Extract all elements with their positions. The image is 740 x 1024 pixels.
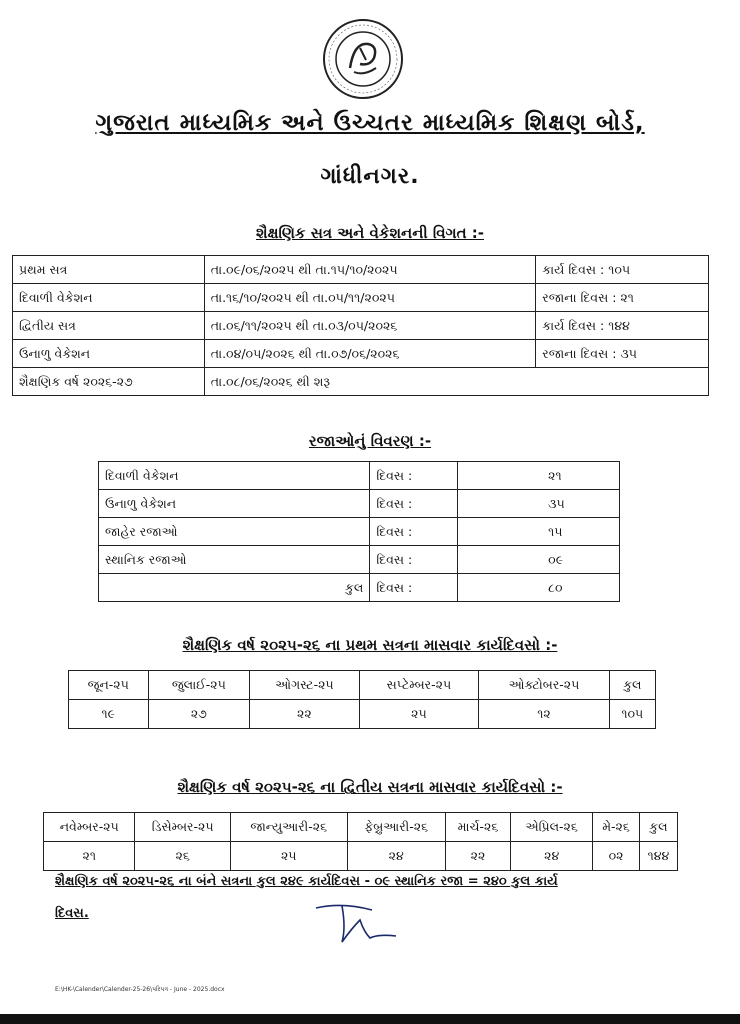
holiday-row <box>99 518 620 546</box>
holiday-unit: દિવસ : <box>370 518 458 546</box>
session-table <box>12 255 709 396</box>
second-term-months-row <box>44 813 678 842</box>
session-label: ઉનાળુ વેકેશન <box>13 340 205 368</box>
holiday-total-unit: દિવસ : <box>370 574 458 602</box>
month-header: સપ્ટેમ્બર-૨૫ <box>359 671 479 700</box>
session-days: કાર્ય દિવસ : ૧૦૫ <box>536 256 709 284</box>
month-header: મે-૨૬ <box>593 813 640 842</box>
holiday-row <box>99 462 620 490</box>
second-term-heading: શૈક્ષણિક વર્ષ ૨૦૨૫-૨૬ ના દ્વિતીય સત્રના માસવાર કાર્યદિવસો :- <box>177 778 563 796</box>
month-days: ૦૨ <box>593 842 640 871</box>
holiday-label: જાહેર રજાઓ <box>99 518 370 546</box>
holiday-label: દિવાળી વેકેશન <box>99 462 370 490</box>
session-label: દ્વિતીય સત્ર <box>13 312 205 340</box>
month-days: ૧૦૫ <box>609 700 655 729</box>
file-path: E:\HK-\Calender\Calender-25-26\પરિપત્ર - June - 2025.docx <box>55 986 225 993</box>
session-label: શૈક્ષણિક વર્ષ ૨૦૨૬-૨૭ <box>13 368 205 396</box>
session-dates: તા.૦૮/૦૬/૨૦૨૬ થી શરૂ <box>204 368 708 396</box>
holiday-label: સ્થાનિક રજાઓ <box>99 546 370 574</box>
month-header: જાન્યુઆરી-૨૬ <box>230 813 347 842</box>
holiday-value: ૦૯ <box>458 546 620 574</box>
holiday-unit: દિવસ : <box>370 490 458 518</box>
first-term-days-row <box>69 700 656 729</box>
second-term-table <box>43 812 678 871</box>
holiday-heading: રજાઓનું વિવરણ :- <box>308 432 432 450</box>
month-days: ૧૪૪ <box>639 842 677 871</box>
session-dates: તા.૦૯/૦૬/૨૦૨૫ થી તા.૧૫/૧૦/૨૦૨૫ <box>204 256 536 284</box>
holiday-unit: દિવસ : <box>370 462 458 490</box>
session-row <box>13 340 709 368</box>
holiday-label: ઉનાળુ વેકેશન <box>99 490 370 518</box>
holiday-row <box>99 546 620 574</box>
month-header: ઓક્ટોબર-૨૫ <box>479 671 609 700</box>
page-subtitle: ગાંધીનગર. <box>320 164 420 189</box>
month-days: ૧૯ <box>69 700 149 729</box>
month-days: ૨૨ <box>250 700 359 729</box>
holiday-unit: દિવસ : <box>370 546 458 574</box>
session-dates: તા.૦૪/૦૫/૨૦૨૬ થી તા.૦૭/૦૬/૨૦૨૬ <box>204 340 536 368</box>
month-header: ફેબ્રુઆરી-૨૬ <box>347 813 445 842</box>
session-label: દિવાળી વેકેશન <box>13 284 205 312</box>
month-header: જૂન-૨૫ <box>69 671 149 700</box>
first-term-months-row <box>69 671 656 700</box>
session-row <box>13 368 709 396</box>
month-header: માર્ચ-૨૬ <box>445 813 510 842</box>
session-dates: તા.૧૬/૧૦/૨૦૨૫ થી તા.૦૫/૧૧/૨૦૨૫ <box>204 284 536 312</box>
month-header: કુલ <box>609 671 655 700</box>
holiday-row <box>99 490 620 518</box>
holiday-table <box>98 461 620 602</box>
month-days: ૨૫ <box>359 700 479 729</box>
page-title: ગુજરાત માધ્યમિક અને ઉચ્ચતર માધ્યમિક શિક્ષણ બોર્ડ, <box>95 110 645 136</box>
holiday-value: ૩૫ <box>458 490 620 518</box>
holiday-total-value: ૮૦ <box>458 574 620 602</box>
holiday-value: ૨૧ <box>458 462 620 490</box>
month-header: ડિસેમ્બર-૨૫ <box>135 813 230 842</box>
session-days: કાર્ય દિવસ : ૧૪૪ <box>536 312 709 340</box>
month-header: કુલ <box>639 813 677 842</box>
holiday-value: ૧૫ <box>458 518 620 546</box>
bottom-edge <box>0 1014 740 1024</box>
summary-line-end: દિવસ. <box>55 906 89 921</box>
month-days: ૨૨ <box>445 842 510 871</box>
month-header: એપ્રિલ-૨૬ <box>511 813 593 842</box>
first-term-table <box>68 670 656 729</box>
board-seal-icon <box>320 18 406 100</box>
session-row <box>13 312 709 340</box>
session-row <box>13 284 709 312</box>
month-days: ૨૬ <box>135 842 230 871</box>
summary-line: શૈક્ષણિક વર્ષ ૨૦૨૫-૨૬ ના બંને સત્રના કુલ ૨૪૯ કાર્યદિવસ - ૦૯ સ્થાનિક રજા = ૨૪૦ કુલ કાર્ય <box>55 874 558 889</box>
first-term-heading: શૈક્ષણિક વર્ષ ૨૦૨૫-૨૬ ના પ્રથમ સત્રના માસવાર કાર્યદિવસો :- <box>182 636 558 654</box>
second-term-days-row <box>44 842 678 871</box>
session-days: રજાના દિવસ : ૨૧ <box>536 284 709 312</box>
month-days: ૨૧ <box>44 842 135 871</box>
session-label: પ્રથમ સત્ર <box>13 256 205 284</box>
month-header: નવેમ્બર-૨૫ <box>44 813 135 842</box>
month-days: ૨૭ <box>148 700 250 729</box>
session-days: રજાના દિવસ : ૩૫ <box>536 340 709 368</box>
month-days: ૨૫ <box>230 842 347 871</box>
month-header: ઓગસ્ટ-૨૫ <box>250 671 359 700</box>
holiday-total-row <box>99 574 620 602</box>
holiday-total-label: કુલ <box>99 574 370 602</box>
month-days: ૨૪ <box>347 842 445 871</box>
session-dates: તા.૦૬/૧૧/૨૦૨૫ થી તા.૦૩/૦૫/૨૦૨૬ <box>204 312 536 340</box>
session-row <box>13 256 709 284</box>
session-heading: શૈક્ષણિક સત્ર અને વેકેશનની વિગત :- <box>256 224 484 242</box>
month-days: ૨૪ <box>511 842 593 871</box>
signature-icon <box>312 898 402 948</box>
month-header: જુલાઈ-૨૫ <box>148 671 250 700</box>
month-days: ૧૨ <box>479 700 609 729</box>
